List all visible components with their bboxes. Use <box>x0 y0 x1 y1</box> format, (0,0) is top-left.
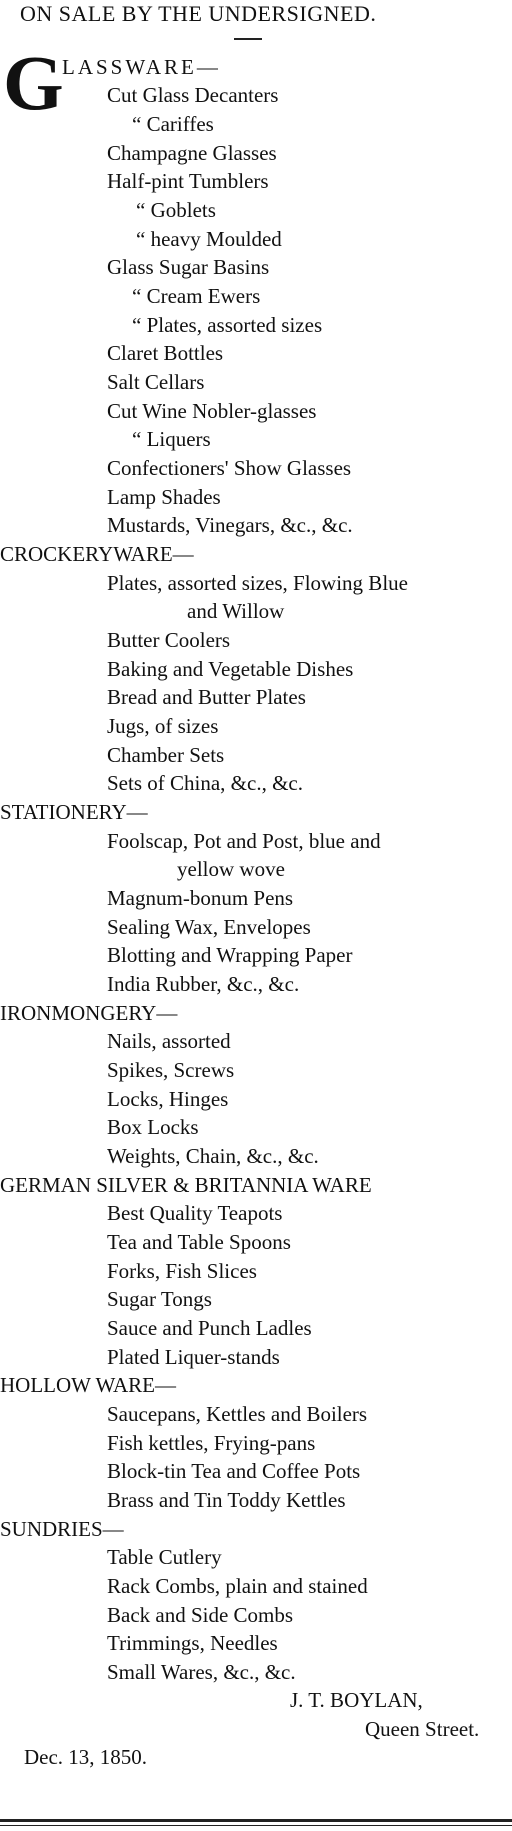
ironmongery-item: Locks, Hinges <box>107 1087 229 1111</box>
german-silver-item: Best Quality Teapots <box>107 1201 283 1225</box>
sundries-item: Trimmings, Needles <box>107 1631 278 1655</box>
crockeryware-item: Baking and Vegetable Dishes <box>107 657 354 681</box>
ironmongery-item: Box Locks <box>107 1115 199 1139</box>
bottom-rule-thin <box>0 1825 512 1826</box>
stationery-heading: STATIONERY— <box>0 800 148 824</box>
ironmongery-heading: IRONMONGERY— <box>0 1001 178 1025</box>
crockeryware-item: and Willow <box>187 599 285 623</box>
sundries-heading: SUNDRIES— <box>0 1517 124 1541</box>
advertiser-name: J. T. BOYLAN, <box>290 1688 423 1712</box>
german-silver-item: Forks, Fish Slices <box>107 1259 257 1283</box>
glassware-item: “ heavy Moulded <box>136 227 282 251</box>
glassware-heading: LASSWARE— <box>62 55 221 79</box>
hollow-ware-item: Fish kettles, Frying-pans <box>107 1431 316 1455</box>
glassware-item: “ Liquers <box>132 427 211 451</box>
glassware-item: Lamp Shades <box>107 485 221 509</box>
hollow-ware-item: Brass and Tin Toddy Kettles <box>107 1488 346 1512</box>
sundries-item: Back and Side Combs <box>107 1603 294 1627</box>
hollow-ware-heading: HOLLOW WARE— <box>0 1373 176 1397</box>
crockeryware-item: Butter Coolers <box>107 628 231 652</box>
glassware-item: Half-pint Tumblers <box>107 169 269 193</box>
glassware-item: “ Goblets <box>136 198 216 222</box>
german-silver-item: Tea and Table Spoons <box>107 1230 291 1254</box>
stationery-item: Foolscap, Pot and Post, blue and <box>107 829 381 853</box>
glassware-item: Cut Wine Nobler-glasses <box>107 399 317 423</box>
glassware-item: “ Cream Ewers <box>132 284 261 308</box>
hollow-ware-item: Saucepans, Kettles and Boilers <box>107 1402 368 1426</box>
glassware-item: Salt Cellars <box>107 370 205 394</box>
stationery-item: Blotting and Wrapping Paper <box>107 943 353 967</box>
glassware-item: Cut Glass Decanters <box>107 83 279 107</box>
sundries-item: Table Cutlery <box>107 1545 222 1569</box>
stationery-item: Magnum-bonum Pens <box>107 886 294 910</box>
glassware-item: Mustards, Vinegars, &c., &c. <box>107 513 353 537</box>
crockeryware-heading: CROCKERYWARE— <box>0 542 194 566</box>
crockeryware-item: Chamber Sets <box>107 743 225 767</box>
glassware-item: Glass Sugar Basins <box>107 255 270 279</box>
stationery-item: yellow wove <box>177 857 285 881</box>
german-silver-heading: GERMAN SILVER & BRITANNIA WARE <box>0 1173 372 1197</box>
glassware-item: Champagne Glasses <box>107 141 277 165</box>
drop-cap: G <box>3 39 64 126</box>
crockeryware-item: Sets of China, &c., &c. <box>107 771 303 795</box>
stationery-item: Sealing Wax, Envelopes <box>107 915 311 939</box>
sundries-item: Small Wares, &c., &c. <box>107 1660 296 1684</box>
advertiser-address: Queen Street. <box>365 1717 480 1741</box>
ironmongery-item: Weights, Chain, &c., &c. <box>107 1144 319 1168</box>
stationery-item: India Rubber, &c., &c. <box>107 972 300 996</box>
crockeryware-item: Plates, assorted sizes, Flowing Blue <box>107 571 408 595</box>
german-silver-item: Sugar Tongs <box>107 1287 212 1311</box>
glassware-item: Claret Bottles <box>107 341 224 365</box>
advert-header: ON SALE BY THE UNDERSIGNED. <box>20 1 377 26</box>
crockeryware-item: Jugs, of sizes <box>107 714 219 738</box>
ironmongery-item: Nails, assorted <box>107 1029 231 1053</box>
glassware-item: Confectioners' Show Glasses <box>107 456 352 480</box>
glassware-item: “ Cariffes <box>132 112 214 136</box>
german-silver-item: Plated Liquer-stands <box>107 1345 280 1369</box>
ironmongery-item: Spikes, Screws <box>107 1058 235 1082</box>
sundries-item: Rack Combs, plain and stained <box>107 1574 368 1598</box>
german-silver-item: Sauce and Punch Ladles <box>107 1316 312 1340</box>
bottom-rule <box>0 1819 512 1822</box>
crockeryware-item: Bread and Butter Plates <box>107 685 306 709</box>
glassware-item: “ Plates, assorted sizes <box>132 313 323 337</box>
hollow-ware-item: Block-tin Tea and Coffee Pots <box>107 1459 361 1483</box>
advert-date: Dec. 13, 1850. <box>24 1745 148 1769</box>
header-dash <box>234 38 262 40</box>
